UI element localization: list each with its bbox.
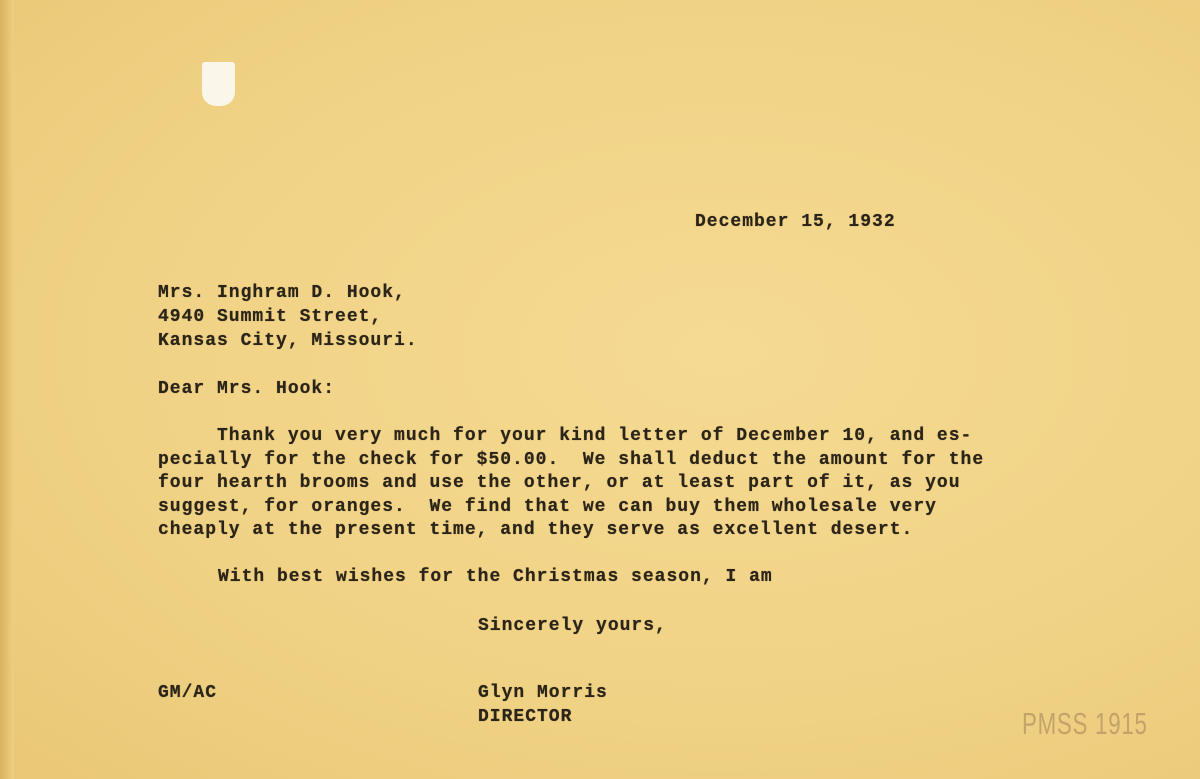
- punch-hole: [202, 62, 235, 106]
- paper-edge: [0, 0, 14, 779]
- signer-name: Glyn Morris: [478, 683, 608, 703]
- recipient-line: Mrs. Inghram D. Hook,: [158, 283, 406, 303]
- body-line: four hearth brooms and use the other, or at least part of it, as you: [158, 473, 961, 493]
- recipient-line: Kansas City, Missouri.: [158, 331, 418, 351]
- body-line: pecially for the check for $50.00. We shall deduct the amount for the: [158, 449, 985, 470]
- archive-watermark: PMSS 1915: [1022, 706, 1148, 741]
- body-line: cheaply at the present time, and they serve as excellent desert.: [158, 520, 914, 540]
- salutation: Dear Mrs. Hook:: [158, 379, 336, 399]
- closing-line: With best wishes for the Christmas season, I am: [218, 567, 773, 587]
- letter-date: December 15, 1932: [695, 212, 896, 232]
- typist-initials: GM/AC: [158, 683, 218, 703]
- letter-body: [158, 425, 984, 543]
- body-line: suggest, for oranges. We find that we can buy them wholesale very: [158, 496, 937, 517]
- complimentary-close: Sincerely yours,: [478, 616, 667, 636]
- recipient-line: 4940 Summit Street,: [158, 307, 383, 327]
- signer-title: DIRECTOR: [478, 707, 573, 727]
- body-line: Thank you very much for your kind letter of December 10, and es-: [158, 426, 973, 446]
